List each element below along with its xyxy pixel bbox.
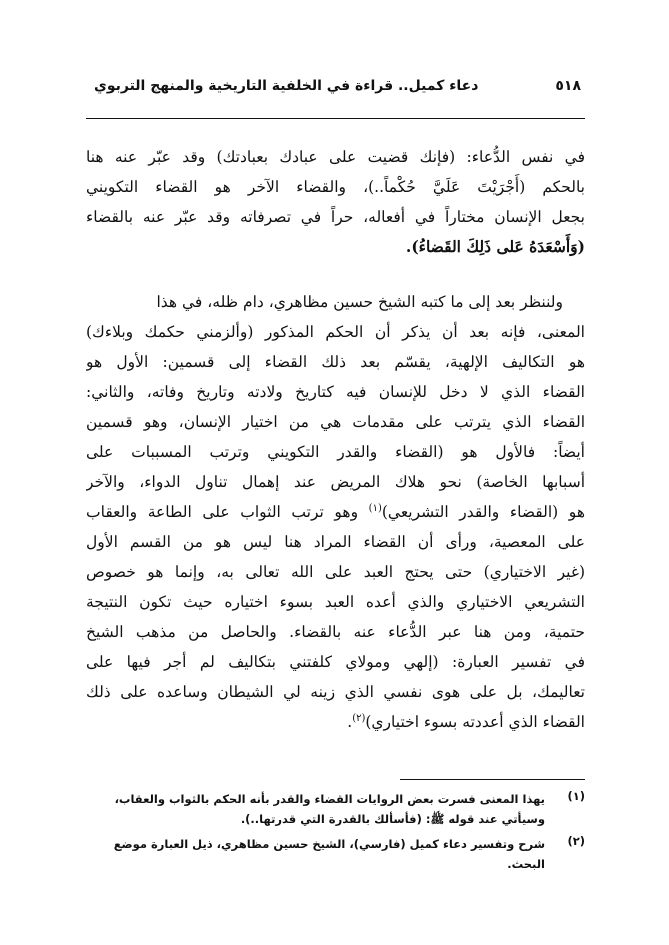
paragraph-line: بالحكم (أَجْرَيْتَ عَلَيَّ حُكْماً..)، والقضاء الآخر هو القضاء التكويني: [86, 178, 585, 196]
paragraph-line: (وَأَسْعَدَهُ عَلى ذَلِكَ القَضاءُ).: [405, 237, 585, 256]
running-title: دعاء كميل.. قراءة في الخلفية التاريخية والمنهج التربوي: [94, 78, 479, 94]
footnote-line: شرح وتفسير دعاء كميل (فارسي)، الشيخ حسين مظاهري، ذيل العبارة موضع: [113, 837, 545, 851]
paragraph-line: حتمية، ومن هنا عبر الدُّعاء عنه بالقضاء. والحاصل من مذهب الشيخ: [86, 623, 585, 641]
paragraph-line: في تفسير العبارة: (إلهي ومولاي كلفتني بتكاليف لم أجر فيها على: [86, 653, 585, 671]
paragraph-line: على المعصية، ورأى أن القضاء المراد هنا ليس هو من القسم الأول: [86, 533, 585, 551]
paragraph-line-with-footnote: [86, 707, 585, 737]
paragraph-2: [86, 287, 585, 737]
paragraph-line: المعنى، فإنه بعد أن يذكر أن الحكم المذكور (وألزمني حكمك وبلاءك): [86, 323, 585, 341]
footnote-2: [86, 834, 585, 874]
paragraph-line: التشريعي الاختياري والذي أعده العبد بسوء اختياره حيث تكون النتيجة: [86, 593, 585, 611]
paragraph-line: هو التكاليف الإلهية، يقسّم بعد ذلك القضاء إلى قسمين: الأول هو: [86, 353, 585, 371]
paragraph-line: ولننظر بعد إلى ما كتبه الشيخ حسين مظاهري، دام ظله، في هذا: [156, 293, 563, 311]
paragraph-line: أسبابها الخاصة) نحو هلاك المريض عند إهمال تناول الدواء، والآخر: [86, 473, 585, 491]
line-text-tail: .: [347, 713, 353, 731]
footnote-reference-1[interactable]: (١): [368, 502, 382, 514]
footnotes: [86, 789, 585, 879]
footnote-separator: [400, 779, 585, 780]
footnote-number: (٢): [567, 834, 585, 848]
footnote-number: (١): [567, 789, 585, 803]
line-text-tail: وهو ترتب الثواب على الطاعة والعقاب: [86, 503, 369, 521]
paragraph-line: القضاء الذي يترتب على مقدمات هي من اختيار الإنسان، وهو قسمين: [86, 413, 585, 431]
paragraph-line-with-footnote: [86, 497, 585, 527]
footnote-line: وسيأتي عند قوله ﷺ: (فأسألك بالقدرة التي قدرتها..).: [240, 812, 545, 826]
page-number: ٥١٨: [555, 78, 581, 94]
footnote-1: [86, 789, 585, 829]
paragraph-1: [86, 142, 585, 262]
footnote-reference-2[interactable]: (٢): [352, 712, 366, 724]
paragraph-line: بجعل الإنسان مختاراً في أفعاله، حراً في تصرفاته وقد عبّر عنه بالقضاء: [86, 208, 585, 226]
paragraph-line: (غير الاختياري) حتى يحتج العبد على الله تعالى به، وإنما هو خصوص: [86, 563, 585, 581]
paragraph-line: تعاليمك، بل على هوى نفسي الذي زينه لي الشيطان وساعده على ذلك: [86, 683, 585, 701]
footnote-line: البحث.: [507, 857, 545, 871]
footnote-line: يهذا المعنى فسرت بعض الروايات القضاء والقدر بأنه الحكم بالثواب والعقاب،: [114, 792, 545, 806]
line-text: هو (القضاء والقدر التشريعي): [381, 503, 585, 521]
page-header: [86, 78, 585, 100]
header-rule: [86, 118, 585, 119]
paragraph-line: أيضاً: فالأول هو (القضاء والقدر التكويني وترتب المسببات على: [86, 443, 585, 461]
line-text: القضاء الذي أعددته بسوء اختياري): [365, 713, 585, 731]
paragraph-line: القضاء الذي لا دخل للإنسان فيه كتاريخ ولادته وتاريخ وفاته، والثاني:: [86, 383, 585, 401]
paragraph-line: في نفس الدُّعاء: (فإنك قضيت على عبادك بعبادتك) وقد عبّر عنه هنا: [86, 148, 585, 166]
